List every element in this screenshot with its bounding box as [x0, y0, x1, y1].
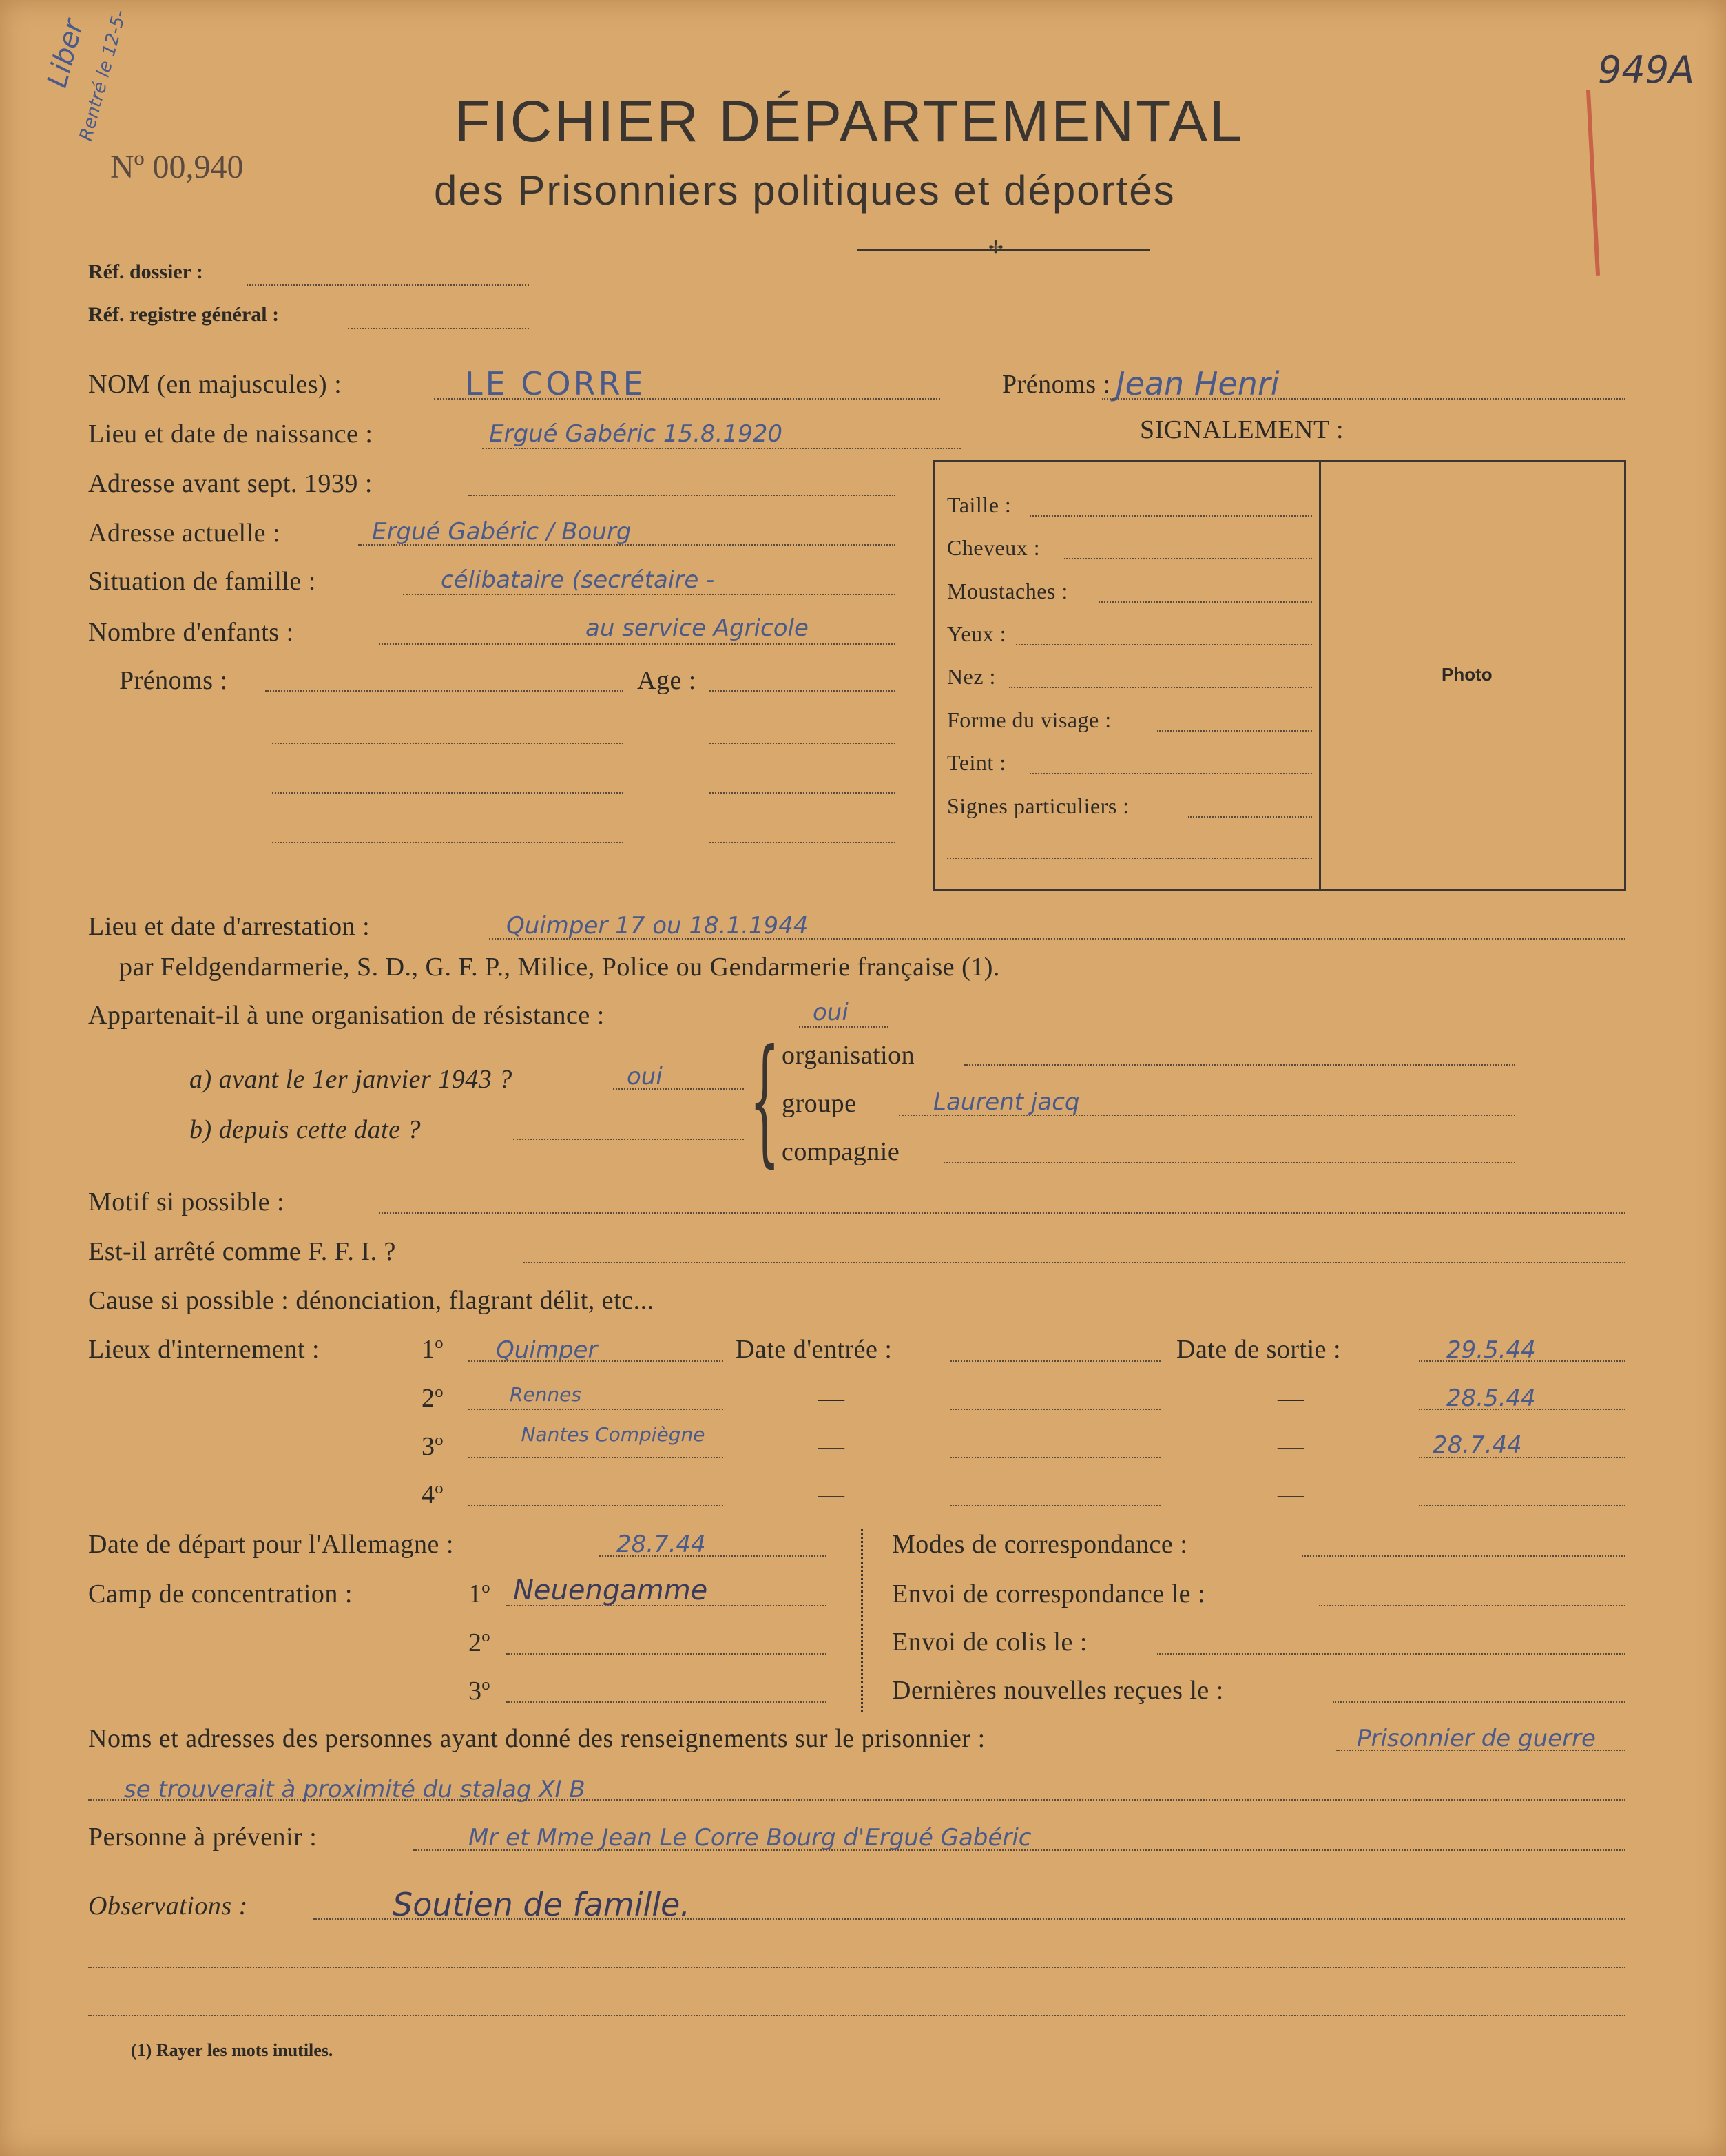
internement-dash-2b: — — [1278, 1384, 1304, 1413]
motif-label: Motif si possible : — [88, 1188, 285, 1216]
enfants-line[interactable] — [379, 643, 895, 645]
internement-label: Lieux d'internement : — [88, 1335, 320, 1364]
resistance-line[interactable] — [799, 1026, 888, 1028]
prevenir-value: Mr et Mme Jean Le Corre Bourg d'Ergué Gabéric — [468, 1824, 1032, 1852]
depart-line[interactable] — [599, 1555, 826, 1557]
compagnie-line[interactable] — [944, 1162, 1515, 1163]
internement-sortie-line-2[interactable] — [1419, 1409, 1625, 1410]
ref-dossier-label: Réf. dossier : — [88, 260, 203, 283]
ref-registre-label: Réf. registre général : — [88, 303, 280, 326]
corner-note-liber: Liber — [41, 16, 90, 91]
envoi-colis-label: Envoi de colis le : — [892, 1628, 1088, 1657]
avant-1943-label: a) avant le 1er janvier 1943 ? — [189, 1065, 512, 1094]
prenoms-enfants-line-4[interactable] — [272, 842, 623, 843]
situation-value: célibataire (secrétaire - — [441, 566, 715, 594]
moustaches-label: Moustaches : — [947, 579, 1068, 603]
prenoms-enfants-line-3[interactable] — [272, 792, 623, 794]
naissance-line[interactable] — [482, 448, 961, 449]
ref-registre-line[interactable] — [348, 328, 529, 329]
footnote: (1) Rayer les mots inutiles. — [131, 2040, 333, 2060]
date-entree-label: Date d'entrée : — [736, 1335, 893, 1364]
envoi-colis-line[interactable] — [1157, 1653, 1625, 1655]
camp-line-1[interactable] — [506, 1605, 826, 1606]
record-number: Nº 00,940 — [110, 149, 244, 185]
yeux-line[interactable] — [1016, 644, 1312, 645]
depart-value: 28.7.44 — [616, 1531, 706, 1558]
noms-line-2[interactable] — [88, 1799, 1625, 1801]
yeux-label: Yeux : — [947, 621, 1006, 646]
signes-label: Signes particuliers : — [947, 794, 1130, 818]
nouvelles-line[interactable] — [1333, 1701, 1625, 1703]
internement-sortie-line-1[interactable] — [1419, 1360, 1625, 1362]
signes-line-1[interactable] — [1188, 816, 1312, 818]
modes-label: Modes de correspondance : — [892, 1530, 1188, 1559]
age-line-2[interactable] — [709, 743, 895, 744]
internement-dash-2a: — — [818, 1384, 845, 1413]
signalement-title: SIGNALEMENT : — [1140, 415, 1344, 444]
adresse-actuelle-line[interactable] — [358, 544, 895, 546]
cause-label: Cause si possible : dénonciation, flagrant délit, etc... — [88, 1286, 654, 1315]
naissance-label: Lieu et date de naissance : — [88, 419, 373, 448]
noms-value-1: Prisonnier de guerre — [1357, 1725, 1596, 1752]
internement-lieu-3: Nantes Compiègne — [521, 1423, 705, 1446]
internement-num-3: 3º — [422, 1432, 444, 1461]
internement-sortie-line-4[interactable] — [1419, 1505, 1625, 1506]
naissance-value: Ergué Gabéric 15.8.1920 — [489, 420, 782, 448]
nez-label: Nez : — [947, 664, 996, 689]
internement-entree-line-2[interactable] — [950, 1409, 1161, 1410]
age-label: Age : — [637, 666, 696, 695]
organisation-label: organisation — [782, 1041, 915, 1070]
visage-label: Forme du visage : — [947, 707, 1112, 732]
age-line-3[interactable] — [709, 792, 895, 794]
correspondance-divider — [861, 1529, 863, 1712]
enfants-label: Nombre d'enfants : — [88, 618, 294, 647]
internement-dash-3a: — — [818, 1432, 845, 1461]
age-line-4[interactable] — [709, 842, 895, 843]
groupe-value: Laurent jacq — [933, 1088, 1080, 1116]
internement-sortie-line-3[interactable] — [1419, 1457, 1625, 1458]
photo-divider — [1319, 460, 1321, 889]
depuis-line[interactable] — [513, 1139, 744, 1140]
internement-lieu-2: Rennes — [510, 1383, 581, 1406]
adresse-actuelle-label: Adresse actuelle : — [88, 519, 281, 548]
age-line-1[interactable] — [709, 690, 895, 692]
photo-placeholder[interactable]: Photo — [1442, 664, 1493, 685]
observations-line-1[interactable] — [313, 1918, 1625, 1920]
adresse1939-label: Adresse avant sept. 1939 : — [88, 469, 373, 498]
noms-label: Noms et adresses des personnes ayant donné des renseignements sur le prisonnier : — [88, 1724, 986, 1753]
prenoms-enfants-line-1[interactable] — [265, 690, 623, 692]
camp-line-3[interactable] — [506, 1701, 826, 1703]
ffi-label: Est-il arrêté comme F. F. I. ? — [88, 1237, 396, 1266]
cheveux-line[interactable] — [1064, 558, 1312, 559]
taille-line[interactable] — [1030, 515, 1312, 517]
internement-num-1: 1º — [422, 1335, 444, 1364]
internement-num-2: 2º — [422, 1384, 444, 1413]
modes-line[interactable] — [1302, 1555, 1625, 1557]
header-rule — [857, 249, 1150, 251]
enfants-value: au service Agricole — [585, 614, 809, 642]
ffi-line[interactable] — [523, 1262, 1625, 1263]
arrestation-value: Quimper 17 ou 18.1.1944 — [506, 912, 809, 940]
internement-lieu-line-1[interactable] — [468, 1360, 723, 1362]
signes-line-2[interactable] — [947, 858, 1312, 859]
nouvelles-label: Dernières nouvelles reçues le : — [892, 1676, 1224, 1705]
envoi-corr-line[interactable] — [1319, 1605, 1625, 1606]
visage-line[interactable] — [1157, 730, 1312, 732]
internement-lieu-1: Quimper — [496, 1336, 598, 1364]
internement-dash-3b: — — [1278, 1432, 1304, 1461]
observations-line-3[interactable] — [88, 2015, 1625, 2016]
date-sortie-label: Date de sortie : — [1176, 1335, 1342, 1364]
arrestation-line[interactable] — [489, 938, 1625, 940]
noms-line-1[interactable] — [1336, 1750, 1625, 1751]
document-subtitle: des Prisonniers politiques et déportés — [434, 167, 1176, 214]
resistance-label: Appartenait-il à une organisation de résistance : — [88, 1001, 605, 1030]
internement-sortie-3: 28.7.44 — [1433, 1431, 1522, 1459]
noms-value-2: se trouverait à proximité du stalag XI B — [124, 1776, 585, 1803]
groupe-line[interactable] — [899, 1115, 1515, 1116]
depart-label: Date de départ pour l'Allemagne : — [88, 1530, 454, 1559]
observations-label: Observations : — [88, 1891, 248, 1920]
adresse1939-line[interactable] — [468, 495, 895, 496]
prevenir-line[interactable] — [413, 1849, 1625, 1851]
avant-1943-value: oui — [627, 1063, 663, 1090]
adresse-actuelle-value: Ergué Gabéric / Bourg — [372, 518, 632, 546]
arrestation-par-label: par Feldgendarmerie, S. D., G. F. P., Milice, Police ou Gendarmerie française (1). — [119, 953, 1000, 982]
internement-entree-line-4[interactable] — [950, 1505, 1161, 1506]
taille-label: Taille : — [947, 493, 1012, 517]
teint-label: Teint : — [947, 750, 1006, 775]
teint-line[interactable] — [1030, 773, 1312, 774]
moustaches-line[interactable] — [1099, 601, 1312, 603]
prenoms-label: Prénoms : — [1002, 370, 1111, 399]
nez-line[interactable] — [1009, 687, 1312, 688]
situation-line[interactable] — [403, 594, 895, 595]
envoi-corr-label: Envoi de correspondance le : — [892, 1579, 1206, 1608]
groupe-label: groupe — [782, 1089, 857, 1118]
internement-num-4: 4º — [422, 1480, 444, 1509]
internement-dash-4b: — — [1278, 1480, 1304, 1509]
internement-lieu-line-4[interactable] — [468, 1505, 723, 1506]
internement-sortie-2: 28.5.44 — [1446, 1385, 1536, 1412]
situation-label: Situation de famille : — [88, 567, 316, 596]
observations-line-2[interactable] — [88, 1967, 1625, 1968]
signalement-box — [933, 460, 1626, 891]
internement-entree-line-1[interactable] — [950, 1360, 1161, 1362]
internement-entree-line-3[interactable] — [950, 1457, 1161, 1458]
internement-lieu-line-2[interactable] — [468, 1409, 723, 1410]
internement-dash-4a: — — [818, 1480, 845, 1509]
corner-note-rentre: Rentré le 12-5- — [76, 8, 131, 143]
prenoms-value: Jean Henri — [1116, 365, 1280, 402]
depuis-label: b) depuis cette date ? — [189, 1115, 422, 1144]
camp-label: Camp de concentration : — [88, 1579, 353, 1608]
camp-num-3: 3º — [468, 1677, 490, 1706]
nom-value: LE CORRE — [465, 365, 646, 402]
camp-line-2[interactable] — [506, 1653, 826, 1655]
resistance-value: oui — [813, 999, 849, 1026]
cheveux-label: Cheveux : — [947, 535, 1041, 560]
corner-number: 949A — [1598, 48, 1695, 92]
prenoms-line[interactable] — [1102, 398, 1625, 400]
bracket-icon: { — [749, 1020, 780, 1181]
prenoms-enfants-label: Prénoms : — [119, 666, 228, 695]
prevenir-label: Personne à prévenir : — [88, 1823, 318, 1852]
camp-num-1: 1º — [468, 1579, 490, 1608]
prenoms-enfants-line-2[interactable] — [272, 743, 623, 744]
nom-line[interactable] — [434, 398, 940, 400]
ref-dossier-line[interactable] — [247, 284, 529, 286]
internement-lieu-line-3[interactable] — [468, 1457, 723, 1458]
red-pencil-mark — [1586, 90, 1600, 276]
nom-label: NOM (en majuscules) : — [88, 370, 342, 399]
internement-sortie-1: 29.5.44 — [1446, 1336, 1536, 1364]
observations-value: Soutien de famille. — [393, 1886, 690, 1923]
ornament-icon: ✢ — [988, 238, 1004, 258]
compagnie-label: compagnie — [782, 1137, 900, 1166]
camp-num-2: 2º — [468, 1628, 490, 1657]
document-title: FICHIER DÉPARTEMENTAL — [455, 89, 1244, 154]
avant-1943-line[interactable] — [613, 1088, 744, 1090]
arrestation-label: Lieu et date d'arrestation : — [88, 912, 371, 941]
camp-1-value: Neuengamme — [513, 1575, 708, 1606]
organisation-line[interactable] — [964, 1064, 1515, 1066]
motif-line[interactable] — [379, 1212, 1625, 1214]
